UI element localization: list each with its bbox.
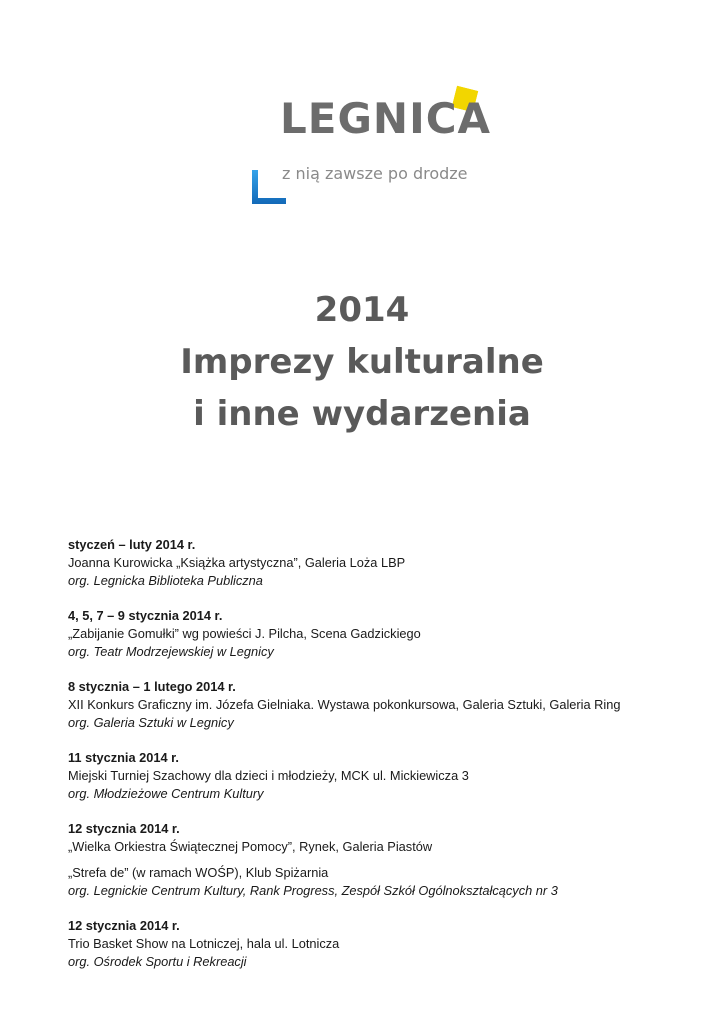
event-description: Miejski Turniej Szachowy dla dzieci i młodzieży, MCK ul. Mickiewicza 3 [68,768,469,783]
event-organizer: org. Teatr Modrzejewskiej w Legnicy [68,644,274,659]
event-organizer: org. Legnickie Centrum Kultury, Rank Progress, Zespół Szkół Ogólnokształcących nr 3 [68,883,558,898]
event-organizer: org. Ośrodek Sportu i Rekreacji [68,954,247,969]
document-title [0,284,724,440]
event-item [68,749,688,803]
logo-wordmark: LEGNICA [280,94,492,143]
event-description-secondary: „Strefa de” (w ramach WOŚP), Klub Spiżarnia [68,865,329,880]
title-line-2: Imprezy kulturalne [180,342,544,382]
title-line-3: i inne wydarzenia [193,394,531,434]
event-date: 4, 5, 7 – 9 stycznia 2014 r. [68,608,223,623]
event-item [68,536,688,590]
event-item [68,820,688,900]
event-item [68,917,688,971]
event-date: styczeń – luty 2014 r. [68,537,196,552]
event-date: 8 stycznia – 1 lutego 2014 r. [68,679,236,694]
logo-tagline: z nią zawsze po drodze [282,164,468,183]
event-organizer: org. Legnicka Biblioteka Publiczna [68,573,263,588]
event-date: 11 stycznia 2014 r. [68,750,179,765]
event-date: 12 stycznia 2014 r. [68,821,180,836]
event-description: „Zabijanie Gomułki” wg powieści J. Pilcha, Scena Gadzickiego [68,626,421,641]
event-description: Trio Basket Show na Lotniczej, hala ul. Lotnicza [68,936,340,951]
blue-l-icon [252,170,286,204]
title-year: 2014 [314,290,410,330]
events-list [68,536,688,988]
event-item [68,607,688,661]
event-item [68,678,688,732]
event-organizer: org. Młodzieżowe Centrum Kultury [68,786,264,801]
legnica-logo [250,84,490,208]
event-description: XII Konkurs Graficzny im. Józefa Gielniaka. Wystawa pokonkursowa, Galeria Sztuki, Galeria Ring [68,697,621,712]
event-organizer: org. Galeria Sztuki w Legnicy [68,715,234,730]
event-description: Joanna Kurowicka „Książka artystyczna”, Galeria Loża LBP [68,555,406,570]
event-date: 12 stycznia 2014 r. [68,918,180,933]
event-description: „Wielka Orkiestra Świątecznej Pomocy”, Rynek, Galeria Piastów [68,839,433,854]
